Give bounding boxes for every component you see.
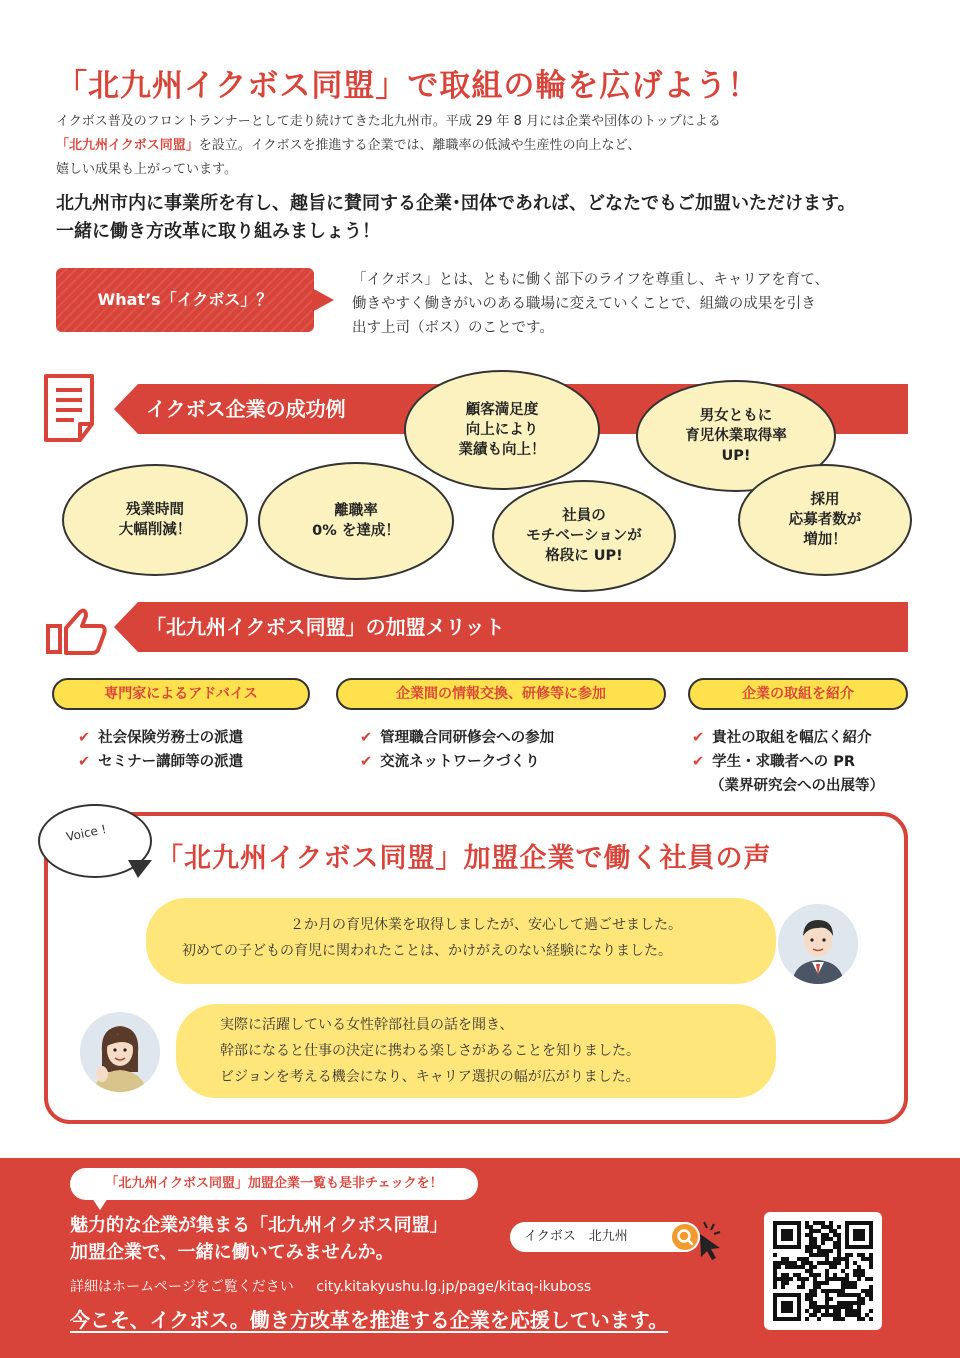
bubble-line: 0% を達成！ (312, 523, 400, 539)
check-icon: ✔ (78, 754, 91, 770)
bubble-line: モチベーションが (526, 528, 642, 544)
lead-text (56, 190, 856, 246)
intro-text (56, 110, 721, 182)
success-heading: イクボス企業の成功例 (146, 397, 346, 421)
merit-pill-exchange: 企業間の情報交換、研修等に参加 (336, 678, 666, 710)
voice-title: 「北九州イクボス同盟」加盟企業で働く社員の声 (156, 843, 772, 874)
merit-item-label: 貴社の取組を幅広く紹介 (712, 730, 872, 746)
intro-line (56, 134, 721, 158)
employee-quote-female (176, 1004, 776, 1098)
ikuboss-definition (352, 268, 912, 340)
intro-line: 嬉しい成果も上がっています。 (56, 162, 237, 177)
footer-slogan: 今こそ、イクボス。働き方改革を推進する企業を応援しています。 (70, 1308, 669, 1332)
merit-item-label: 交流ネットワークづくり (380, 754, 540, 770)
bubble-line: 育児休業取得率 (685, 428, 787, 444)
merit-item (78, 726, 243, 750)
merit-item (692, 750, 884, 774)
footer-invitation (70, 1212, 448, 1266)
details-line (70, 1276, 591, 1296)
details-label: 詳細はホームページをご覧ください (70, 1279, 294, 1295)
quote-line: 幹部になると仕事の決定に携わる楽しさがあることを知りました。 (220, 1043, 640, 1059)
qr-code-icon (764, 1212, 882, 1330)
check-icon: ✔ (692, 730, 705, 746)
quote-line: ビジョンを考える機会になり、キャリア選択の幅が広がりました。 (220, 1069, 640, 1085)
merit-item-label: 社会保険労務士の派遣 (98, 730, 244, 746)
merit-list-introduce (692, 726, 884, 798)
quote-line: ２か月の育児休業を取得しましたが、安心して過ごせました。 (290, 917, 682, 933)
female-employee-avatar (80, 1012, 160, 1092)
bubble-line: 採用 (810, 492, 840, 508)
intro-line: イクボス普及のフロントランナーとして走り続けてきた北九州市。平成 29 年 8 月には企業や団体のトップによる (56, 114, 721, 129)
success-bubble-customer (404, 370, 600, 490)
qr-code[interactable] (764, 1212, 882, 1330)
success-bubble-turnover (258, 462, 454, 580)
definition-line: 出す上司（ボス）のことです。 (352, 320, 554, 336)
definition-line: 働きやすく働きがいのある職場に変えていくことで、組織の成果を引き (352, 296, 816, 312)
thumbs-up-icon (44, 606, 110, 656)
definition-line: 「イクボス」とは、ともに働く部下のライフを尊重し、キャリアを育て、 (352, 272, 830, 288)
merit-pill-advice: 専門家によるアドバイス (52, 678, 310, 710)
bubble-line: 増加！ (803, 532, 847, 548)
employee-quote-male (146, 898, 776, 984)
merit-item (692, 726, 884, 750)
website-url-link[interactable]: city.kitakyushu.lg.jp/page/kitaq-ikuboss (316, 1279, 592, 1295)
whats-ikuboss-label: What’s「イクボス」？ (97, 290, 273, 309)
bubble-line: 向上により (465, 422, 539, 438)
bubble-line: 応募者数が (788, 512, 862, 528)
bubble-line: 社員の (562, 508, 606, 524)
search-query: イクボス 北九州 (524, 1229, 628, 1244)
success-bubble-motivation (492, 480, 676, 592)
bubble-line: 顧客満足度 (465, 402, 539, 418)
bubble-line: 格段に UP! (545, 548, 623, 564)
bubble-line: 離職率 (334, 503, 378, 519)
male-employee-avatar (778, 904, 858, 984)
check-icon: ✔ (692, 754, 705, 770)
merit-item-label: セミナー講師等の派遣 (98, 754, 244, 770)
invitation-line: 加盟企業で、一緒に働いてみませんか。 (70, 1242, 394, 1263)
whats-box-pointer (312, 288, 334, 312)
success-bubble-recruitment (738, 464, 912, 576)
merit-item (360, 726, 554, 750)
merit-list-advice (78, 726, 243, 774)
callout-tail (92, 1198, 108, 1210)
voice-tag: Voice ! (64, 821, 108, 845)
check-icon: ✔ (360, 730, 373, 746)
document-icon (40, 372, 106, 446)
invitation-line: 魅力的な企業が集まる「北九州イクボス同盟」 (70, 1215, 448, 1236)
bubble-line: UP! (721, 448, 751, 464)
page-title: 「北九州イクボス同盟」で取組の輪を広げよう！ (56, 68, 760, 104)
merit-item-label: 学生・求職者への PR (712, 754, 855, 770)
bubble-line: 業績も向上！ (458, 442, 546, 458)
alliance-name-highlight: 「北九州イクボス同盟」 (56, 138, 199, 153)
merit-heading: 「北九州イクボス同盟」の加盟メリット (146, 615, 505, 639)
voice-bubble-tail (128, 860, 152, 878)
merit-item-note: （業界研究会への出展等） (710, 778, 884, 794)
merit-item-label: 管理職合同研修会への参加 (380, 730, 555, 746)
lead-line: 一緒に働き方改革に取り組みましょう！ (56, 221, 380, 242)
success-bubble-overtime (62, 464, 248, 576)
merit-item (360, 750, 554, 774)
check-icon: ✔ (360, 754, 373, 770)
bubble-line: 残業時間 (126, 502, 184, 518)
cursor-icon (690, 1218, 726, 1264)
lead-line: 北九州市内に事業所を有し、趣旨に賛同する企業･団体であれば、どなたでもご加盟いただけます。 (56, 193, 856, 214)
bubble-line: 大幅削減！ (118, 522, 192, 538)
member-list-callout: 「北九州イクボス同盟」加盟企業一覧も是非チェックを！ (70, 1168, 478, 1200)
banner-arrow (114, 602, 138, 652)
merit-pill-introduce: 企業の取組を紹介 (688, 678, 908, 710)
merit-item (78, 750, 243, 774)
intro-line-rest: を設立。イクボスを推進する企業では、離職率の低減や生産性の向上など、 (198, 138, 641, 153)
quote-line: 初めての子どもの育児に関われたことは、かけがえのない経験になりました。 (182, 943, 672, 959)
bubble-line: 男女ともに (699, 408, 773, 424)
banner-arrow (114, 384, 138, 434)
quote-line: 実際に活躍している女性幹部社員の話を聞き、 (220, 1017, 514, 1033)
check-icon: ✔ (78, 730, 91, 746)
merit-list-exchange (360, 726, 554, 774)
